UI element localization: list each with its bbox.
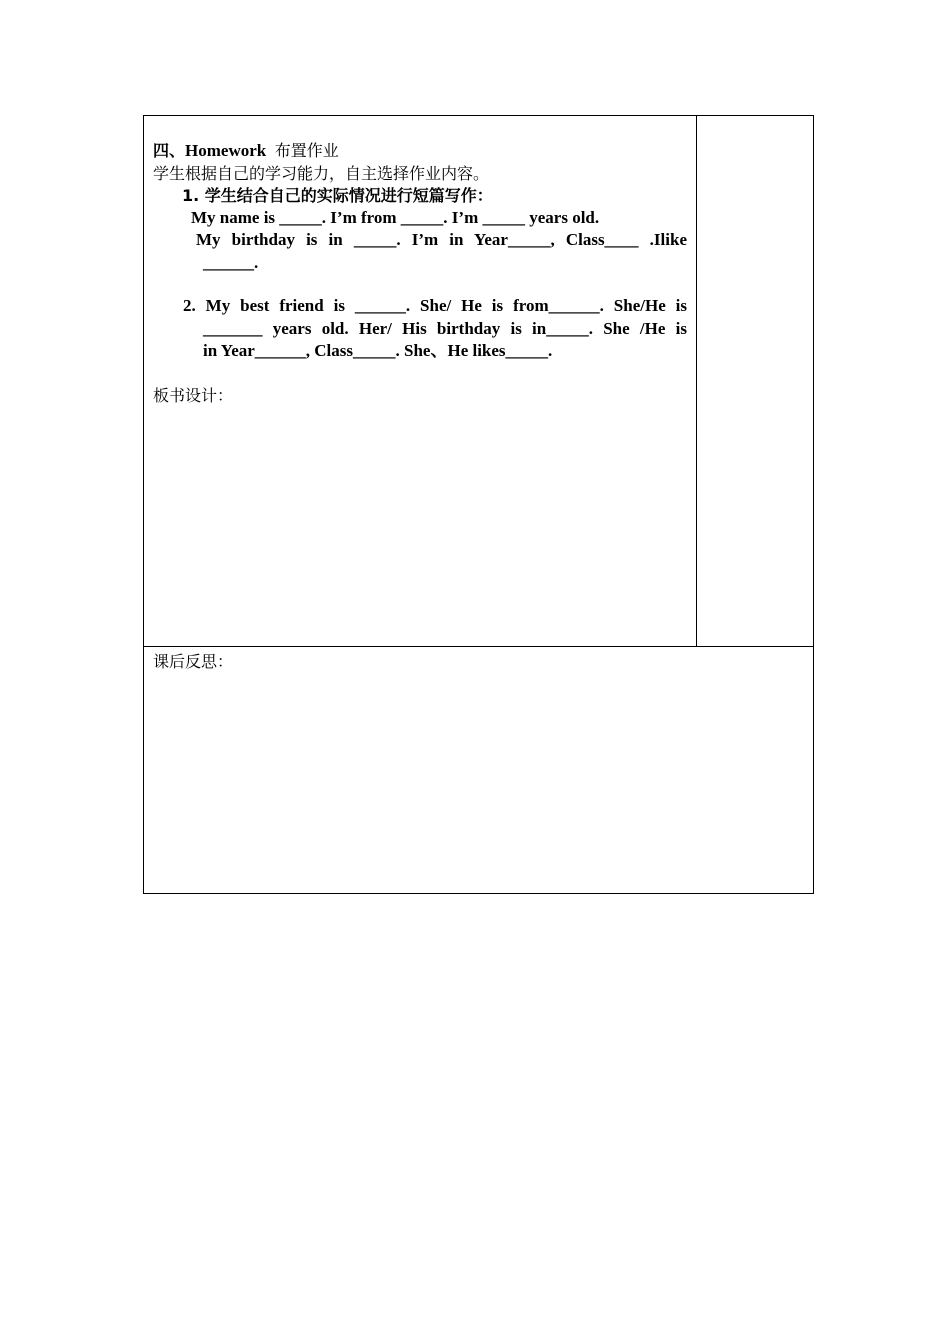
item2-line3: in Year______, Class_____. She、He likes_____. [203, 341, 553, 360]
item2-line1: 2. My best friend is ______. She/ He is from______. She/He is [183, 296, 687, 315]
item1-line1: My name is _____. I’m from _____. I’m _____ years old. [191, 208, 600, 227]
reflection-label: 课后反思： [153, 652, 234, 671]
homework-intro: 学生根据自己的学习能力，自主选择作业内容。 [153, 164, 490, 183]
heading-cn: 布置作业 [274, 141, 339, 160]
heading-prefix: 四、 [153, 141, 186, 160]
lesson-plan-table [143, 115, 814, 894]
heading-en: Homework [185, 141, 267, 160]
homework-heading [153, 140, 339, 162]
reflection-cell [144, 646, 813, 893]
item1-line2: My birthday is in _____. I’m in Year_____, Class____ .Ilike [196, 230, 687, 249]
item2-line2: _______ years old. Her/ His birthday is in_____. She /He is [203, 319, 687, 338]
side-notes-cell [697, 116, 813, 646]
item1-line3: ______. [203, 253, 259, 272]
homework-cell [144, 116, 697, 646]
board-design-label: 板书设计： [153, 386, 234, 405]
item1-label: 1. 学生结合自己的实际情况进行短篇写作： [182, 186, 493, 205]
